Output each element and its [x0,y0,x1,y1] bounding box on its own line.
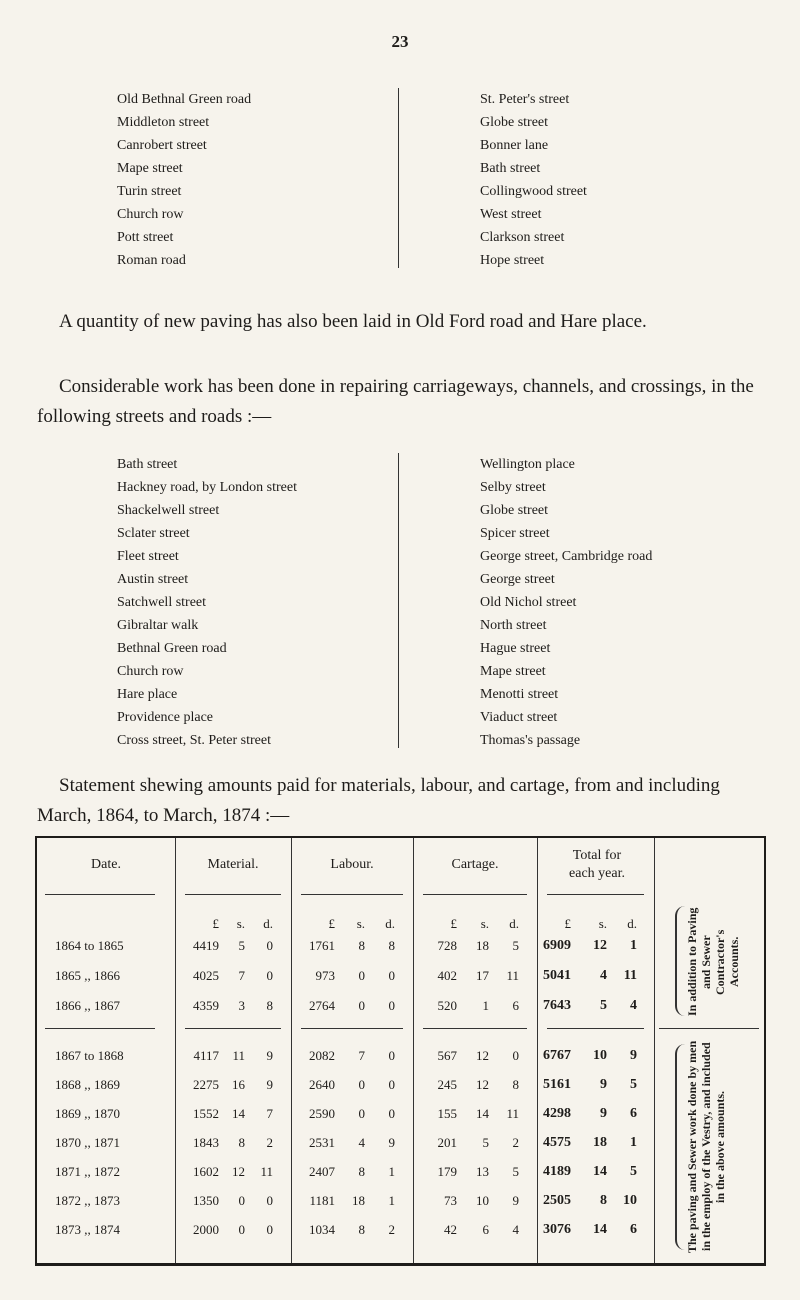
street-row [117,522,757,545]
total-shillings: 14 [593,1222,607,1237]
street-row [117,249,757,272]
labour-pounds: 1181 [309,1193,335,1208]
labour-shillings: 4 [358,1135,365,1150]
header-rule [45,894,155,895]
total-pounds: 4189 [543,1164,571,1179]
street-name: Roman road [117,253,186,268]
cartage-pence: 9 [512,1193,519,1208]
cartage-shillings: 18 [476,938,489,953]
street-name: George street [480,572,555,587]
street-row [117,637,757,660]
cartage-pence: 2 [512,1135,519,1150]
street-name: Clarkson street [480,230,565,245]
year-range: 1864 to 1865 [55,938,124,953]
unit-label: s. [598,916,607,931]
column-rule [413,838,414,1263]
year-range: 1868 ,, 1869 [55,1077,120,1092]
street-row [117,499,757,522]
street-row [117,453,757,476]
header-cartage: Cartage. [451,857,499,872]
labour-pounds: 2640 [309,1077,335,1092]
street-row [117,134,757,157]
street-row [117,683,757,706]
total-pence: 6 [630,1106,637,1121]
street-name: Viaduct street [480,710,558,725]
street-name: Church row [117,664,184,679]
cartage-shillings: 12 [476,1048,489,1063]
cartage-pounds: 567 [437,1048,457,1063]
labour-shillings: 18 [352,1193,365,1208]
labour-pence: 0 [388,1106,395,1121]
street-name: Old Nichol street [480,595,577,610]
labour-pence: 9 [388,1135,395,1150]
group-rule [185,1028,281,1029]
street-row [117,729,757,752]
cartage-shillings: 1 [482,998,489,1013]
street-name: Middleton street [117,115,210,130]
material-pounds: 1552 [193,1106,219,1121]
material-shillings: 8 [238,1135,245,1150]
material-pence: 0 [266,1222,273,1237]
page-number: 23 [391,32,409,51]
cartage-shillings: 5 [482,1135,489,1150]
total-shillings: 4 [600,968,607,983]
header-rule [547,894,644,895]
cartage-pounds: 245 [437,1077,457,1092]
street-name: Sclater street [117,526,190,541]
cartage-pounds: 179 [437,1164,457,1179]
year-range: 1872 ,, 1873 [55,1193,120,1208]
labour-pence: 2 [388,1222,395,1237]
labour-pence: 0 [388,968,395,983]
unit-label: s. [356,916,365,931]
cartage-shillings: 14 [476,1106,489,1121]
street-name: Mape street [480,664,546,679]
street-name: North street [480,618,547,633]
total-shillings: 10 [593,1048,607,1063]
cartage-pence: 5 [512,1164,519,1179]
cartage-pounds: 42 [444,1222,457,1237]
year-range: 1866 ,, 1867 [55,998,120,1013]
street-row [117,180,757,203]
material-pence: 2 [266,1135,273,1150]
labour-pence: 1 [388,1164,395,1179]
unit-label: s. [236,916,245,931]
street-row [117,111,757,134]
street-name: West street [480,207,542,222]
cartage-pence: 5 [512,938,519,953]
street-row [117,476,757,499]
street-name: Collingwood street [480,184,587,199]
unit-label: d. [385,916,395,931]
cartage-shillings: 12 [476,1077,489,1092]
material-pounds: 1602 [193,1164,219,1179]
street-list-new-paving [117,88,757,272]
header-date: Date. [91,857,121,872]
unit-label: d. [627,916,637,931]
material-shillings: 0 [238,1193,245,1208]
material-shillings: 16 [232,1077,245,1092]
total-pounds: 5161 [543,1077,571,1092]
cartage-pounds: 728 [437,938,457,953]
street-name: Menotti street [480,687,559,702]
cartage-shillings: 17 [476,968,489,983]
total-pence: 9 [630,1048,637,1063]
material-pounds: 4419 [193,938,219,953]
cartage-shillings: 10 [476,1193,489,1208]
paragraph-repairs: Considerable work has been done in repairing carriageways, channels, and crossings, in the following streets and roads :— [37,376,754,427]
total-shillings: 18 [593,1135,607,1150]
material-shillings: 0 [238,1222,245,1237]
street-name: Austin street [117,572,189,587]
street-name: Gibraltar walk [117,618,199,633]
material-pounds: 1350 [193,1193,219,1208]
labour-pounds: 2407 [309,1164,335,1179]
total-pence: 1 [630,1135,637,1150]
header-total: Total for each year. [569,848,625,881]
street-name: Bethnal Green road [117,641,227,656]
street-name: Hague street [480,641,551,656]
total-shillings: 12 [593,938,607,953]
unit-label: s. [480,916,489,931]
street-name: Bath street [117,457,178,472]
cartage-shillings: 13 [476,1164,489,1179]
total-shillings: 14 [593,1164,607,1179]
material-pounds: 1843 [193,1135,219,1150]
street-name: Selby street [480,480,546,495]
unit-label: £ [328,916,335,931]
labour-pence: 1 [388,1193,395,1208]
labour-shillings: 8 [358,1164,365,1179]
total-pence: 5 [630,1164,637,1179]
street-name: Church row [117,207,184,222]
material-pounds: 4359 [193,998,219,1013]
street-list-repairs [117,453,757,752]
material-pounds: 2275 [193,1077,219,1092]
labour-shillings: 8 [358,938,365,953]
cartage-pence: 6 [512,998,519,1013]
total-shillings: 9 [600,1106,607,1121]
cartage-pounds: 155 [437,1106,457,1121]
labour-pounds: 2764 [309,998,335,1013]
labour-pence: 0 [388,1077,395,1092]
street-name: Bath street [480,161,541,176]
cartage-pounds: 73 [444,1193,457,1208]
note-contractors: In addition to Paving and Sewer Contractor's Accounts. [685,907,741,1017]
column-rule [175,838,176,1263]
labour-shillings: 0 [358,1106,365,1121]
unit-label: d. [263,916,273,931]
street-name: Shackelwell street [117,503,220,518]
header-material: Material. [207,857,259,872]
group-rule [547,1028,644,1029]
street-name: Hare place [117,687,178,702]
labour-shillings: 0 [358,968,365,983]
group-rule [301,1028,403,1029]
total-pounds: 6767 [543,1048,571,1063]
column-rule [654,838,655,1263]
header-rule [185,894,281,895]
labour-shillings: 0 [358,1077,365,1092]
paragraph-statement: Statement shewing amounts paid for materials, labour, and cartage, from and including March, 1864, to March, 1874 :— [37,775,720,826]
total-pence: 5 [630,1077,637,1092]
material-shillings: 5 [238,938,245,953]
street-name: Mape street [117,161,183,176]
header-rule [301,894,403,895]
total-pence: 6 [630,1222,637,1237]
group-rule [423,1028,527,1029]
cartage-pence: 11 [506,968,519,983]
cartage-pounds: 520 [437,998,457,1013]
street-name: Spicer street [480,526,550,541]
labour-pence: 0 [388,998,395,1013]
note-vestry: The paving and Sewer work done by men in the employ of the Vestry, and included in the above amounts. [685,1040,727,1254]
material-pounds: 2000 [193,1222,219,1237]
labour-pence: 8 [388,938,395,953]
labour-pence: 0 [388,1048,395,1063]
total-pence: 11 [623,968,637,983]
street-name: Globe street [480,115,549,130]
unit-label: £ [564,916,571,931]
street-name: Providence place [117,710,214,725]
street-row [117,157,757,180]
street-name: Hope street [480,253,545,268]
labour-pounds: 2531 [309,1135,335,1150]
material-pence: 0 [266,938,273,953]
street-row [117,591,757,614]
header-rule [423,894,527,895]
street-name: Pott street [117,230,174,245]
street-name: Thomas's passage [480,733,581,748]
street-row [117,88,757,111]
cartage-pence: 11 [506,1106,519,1121]
street-name: Old Bethnal Green road [117,92,252,107]
material-pence: 7 [266,1106,273,1121]
material-pence: 0 [266,1193,273,1208]
street-name: Satchwell street [117,595,207,610]
material-shillings: 12 [232,1164,245,1179]
column-rule [291,838,292,1263]
material-shillings: 7 [238,968,245,983]
street-name: St. Peter's street [480,92,570,107]
material-pounds: 4025 [193,968,219,983]
total-pence: 1 [630,938,637,953]
year-range: 1865 ,, 1866 [55,968,120,983]
total-pence: 10 [623,1193,637,1208]
street-name: Bonner lane [480,138,549,153]
material-shillings: 3 [238,998,245,1013]
total-shillings: 9 [600,1077,607,1092]
street-row [117,203,757,226]
year-range: 1870 ,, 1871 [55,1135,120,1150]
total-pounds: 7643 [543,998,571,1013]
material-pounds: 4117 [193,1048,219,1063]
material-shillings: 11 [232,1048,245,1063]
header-labour: Labour. [330,857,374,872]
street-row [117,226,757,249]
paragraph-new-paving: A quantity of new paving has also been laid in Old Ford road and Hare place. [59,311,647,332]
street-name: George street, Cambridge road [480,549,653,564]
street-name: Globe street [480,503,549,518]
street-row [117,660,757,683]
street-name: Fleet street [117,549,179,564]
unit-label: £ [450,916,457,931]
street-row [117,568,757,591]
cartage-pence: 0 [512,1048,519,1063]
street-row [117,545,757,568]
labour-pounds: 2590 [309,1106,335,1121]
labour-shillings: 8 [358,1222,365,1237]
material-shillings: 14 [232,1106,245,1121]
total-pounds: 4575 [543,1135,571,1150]
cartage-pence: 8 [512,1077,519,1092]
year-range: 1867 to 1868 [55,1048,124,1063]
total-shillings: 8 [600,1193,607,1208]
street-name: Wellington place [480,457,575,472]
total-pounds: 2505 [543,1193,571,1208]
total-pence: 4 [630,998,637,1013]
total-pounds: 3076 [543,1222,571,1237]
brace [675,906,685,1016]
unit-label: d. [509,916,519,931]
total-pounds: 4298 [543,1106,571,1121]
street-name: Canrobert street [117,138,207,153]
total-pounds: 6909 [543,938,571,953]
labour-pounds: 973 [315,968,335,983]
total-shillings: 5 [600,998,607,1013]
group-rule [45,1028,155,1029]
labour-pounds: 1034 [309,1222,335,1237]
street-name: Turin street [117,184,182,199]
material-pence: 0 [266,968,273,983]
cartage-pounds: 201 [437,1135,457,1150]
labour-pounds: 2082 [309,1048,335,1063]
statement-table [35,836,766,1266]
labour-shillings: 7 [358,1048,365,1063]
brace [675,1044,685,1250]
year-range: 1869 ,, 1870 [55,1106,120,1121]
material-pence: 9 [266,1077,273,1092]
street-row [117,614,757,637]
cartage-shillings: 6 [482,1222,489,1237]
material-pence: 9 [266,1048,273,1063]
material-pence: 8 [266,998,273,1013]
street-name: Hackney road, by London street [117,480,297,495]
cartage-pence: 4 [512,1222,519,1237]
street-name: Cross street, St. Peter street [117,733,271,748]
unit-label: £ [212,916,219,931]
cartage-pounds: 402 [437,968,457,983]
year-range: 1871 ,, 1872 [55,1164,120,1179]
year-range: 1873 ,, 1874 [55,1222,120,1237]
group-rule [659,1028,759,1029]
labour-pounds: 1761 [309,938,335,953]
total-pounds: 5041 [543,968,571,983]
labour-shillings: 0 [358,998,365,1013]
material-pence: 11 [260,1164,273,1179]
street-row [117,706,757,729]
